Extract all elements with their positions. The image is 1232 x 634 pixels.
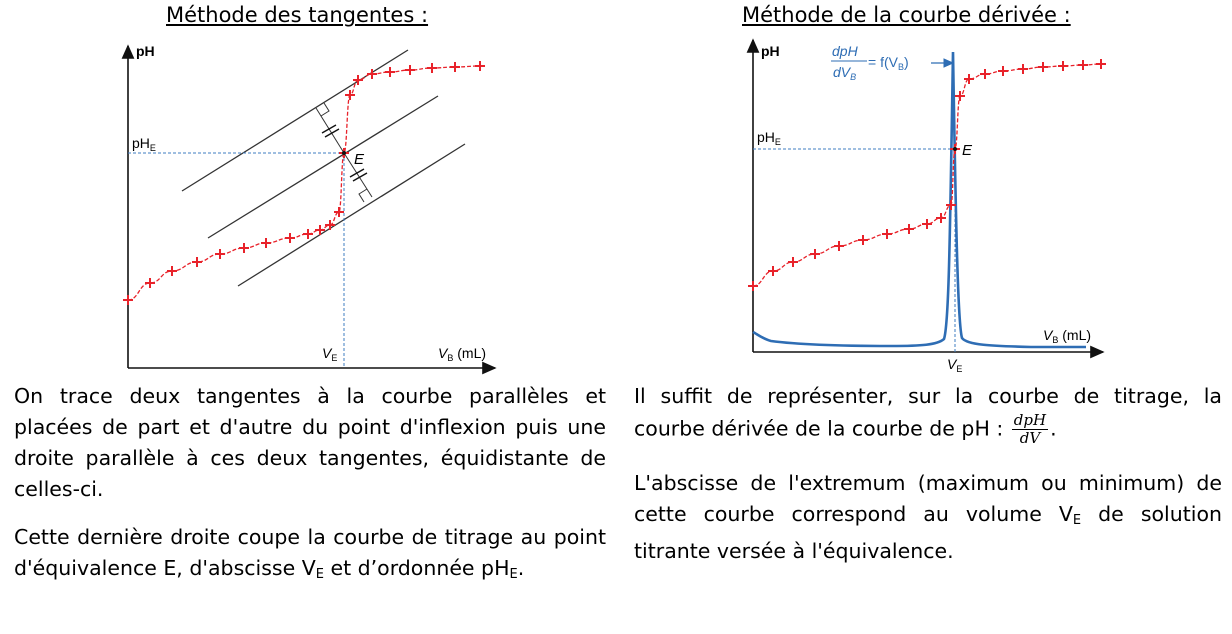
- tangent-line-upper: [182, 50, 408, 191]
- x-axis-label: $V_B$ (mL): [438, 345, 487, 363]
- titration-point-marker: [285, 233, 295, 243]
- titration-point-marker: [882, 229, 892, 239]
- tangent-method-paragraph-2: Cette dernière droite coupe la courbe de titrage au point d'équivalence E, d'abscisse $V_E$ et d’ordonnée $pH_E$.: [14, 525, 606, 582]
- titration-point-marker: [192, 257, 202, 267]
- titration-point-marker: [922, 219, 932, 229]
- titration-point-marker: [1018, 64, 1028, 74]
- titration-curve: [128, 66, 480, 300]
- tangent-method-diagram: [110, 40, 510, 375]
- titration-point-marker: [450, 62, 460, 72]
- svg-text:dpH: dpH: [832, 43, 858, 59]
- middle-parallel-line: [208, 96, 438, 238]
- titration-point-marker: [964, 74, 974, 84]
- derivative-method-heading: Méthode de la courbe dérivée :: [742, 3, 1071, 27]
- titration-point-marker: [788, 257, 798, 267]
- titration-point-marker: [768, 266, 778, 276]
- ve-label: $V_E$: [947, 356, 963, 374]
- titration-point-marker: [123, 295, 133, 305]
- titration-point-marker: [167, 266, 177, 276]
- ve-label: $V_E$: [322, 345, 338, 363]
- titration-point-marker: [427, 63, 437, 73]
- titration-point-marker: [239, 243, 249, 253]
- titration-point-marker: [834, 241, 844, 251]
- titration-point-marker: [1096, 59, 1106, 69]
- derivative-method-paragraph-1: Il suffit de représenter, sur la courbe de titrage, la courbe dérivée de la courbe de pH : $\frac{\text{dpH}}{dV}$ .: [634, 384, 1222, 447]
- ph-e-label: $pH_E$: [132, 135, 156, 153]
- titration-point-marker: [315, 225, 325, 235]
- tangent-method-paragraph-1: On trace deux tangentes à la courbe parallèles et placées de part et d'autre du point d'inflexion puis une droite parallèle à ces deux tangentes, équidistante de celles-ci.: [14, 384, 606, 501]
- titration-point-marker: [980, 69, 990, 79]
- perpendicular-upper: [316, 108, 344, 153]
- titration-point-marker: [405, 65, 415, 75]
- titration-point-marker: [261, 238, 271, 248]
- equivalence-point: [342, 151, 346, 155]
- ph-e-label: $pH_E$: [757, 129, 781, 147]
- svg-text:= f(VB): = $f(V_B)$: [868, 54, 909, 72]
- derivative-fraction: $\frac{\text{dpH}}{dV}$: [1013, 411, 1047, 447]
- derivative-label: [831, 43, 953, 82]
- right-angle-mark-lower: [359, 189, 367, 202]
- equivalence-point-label: E: [354, 151, 365, 168]
- derivative-method-paragraph-2: L'abscisse de l'extremum (maximum ou minimum) de cette courbe correspond au volume $V_E$ de solution titrante versée à l'équivalence.: [634, 471, 1222, 563]
- titration-point-marker: [858, 235, 868, 245]
- equivalence-point-label: E: [962, 142, 973, 159]
- x-axis-label: $V_B$ (mL): [1043, 327, 1092, 345]
- titration-point-marker: [904, 224, 914, 234]
- equivalence-point: [953, 147, 957, 151]
- titration-point-marker: [303, 229, 313, 239]
- titration-point-marker: [748, 281, 758, 291]
- svg-text:dVB: $dV_B$: [833, 64, 857, 82]
- titration-point-marker: [475, 61, 485, 71]
- titration-point-marker: [385, 67, 395, 77]
- titration-points: [748, 59, 1106, 291]
- tangent-method-heading: Méthode des tangentes :: [166, 3, 429, 27]
- y-axis-label: pH: [136, 43, 155, 59]
- titration-point-marker: [1058, 61, 1068, 71]
- titration-point-marker: [810, 249, 820, 259]
- derivative-curve: [753, 52, 1086, 347]
- titration-point-marker: [1038, 62, 1048, 72]
- titration-points: [123, 61, 485, 305]
- titration-point-marker: [1078, 60, 1088, 70]
- y-axis-label: pH: [761, 43, 780, 59]
- titration-point-marker: [215, 249, 225, 259]
- titration-point-marker: [145, 278, 155, 288]
- titration-point-marker: [334, 207, 344, 217]
- titration-point-marker: [998, 66, 1008, 76]
- right-angle-mark-upper: [321, 103, 329, 116]
- titration-curve: [753, 64, 1101, 286]
- titration-point-marker: [325, 220, 335, 230]
- derivative-method-diagram: [741, 34, 1111, 374]
